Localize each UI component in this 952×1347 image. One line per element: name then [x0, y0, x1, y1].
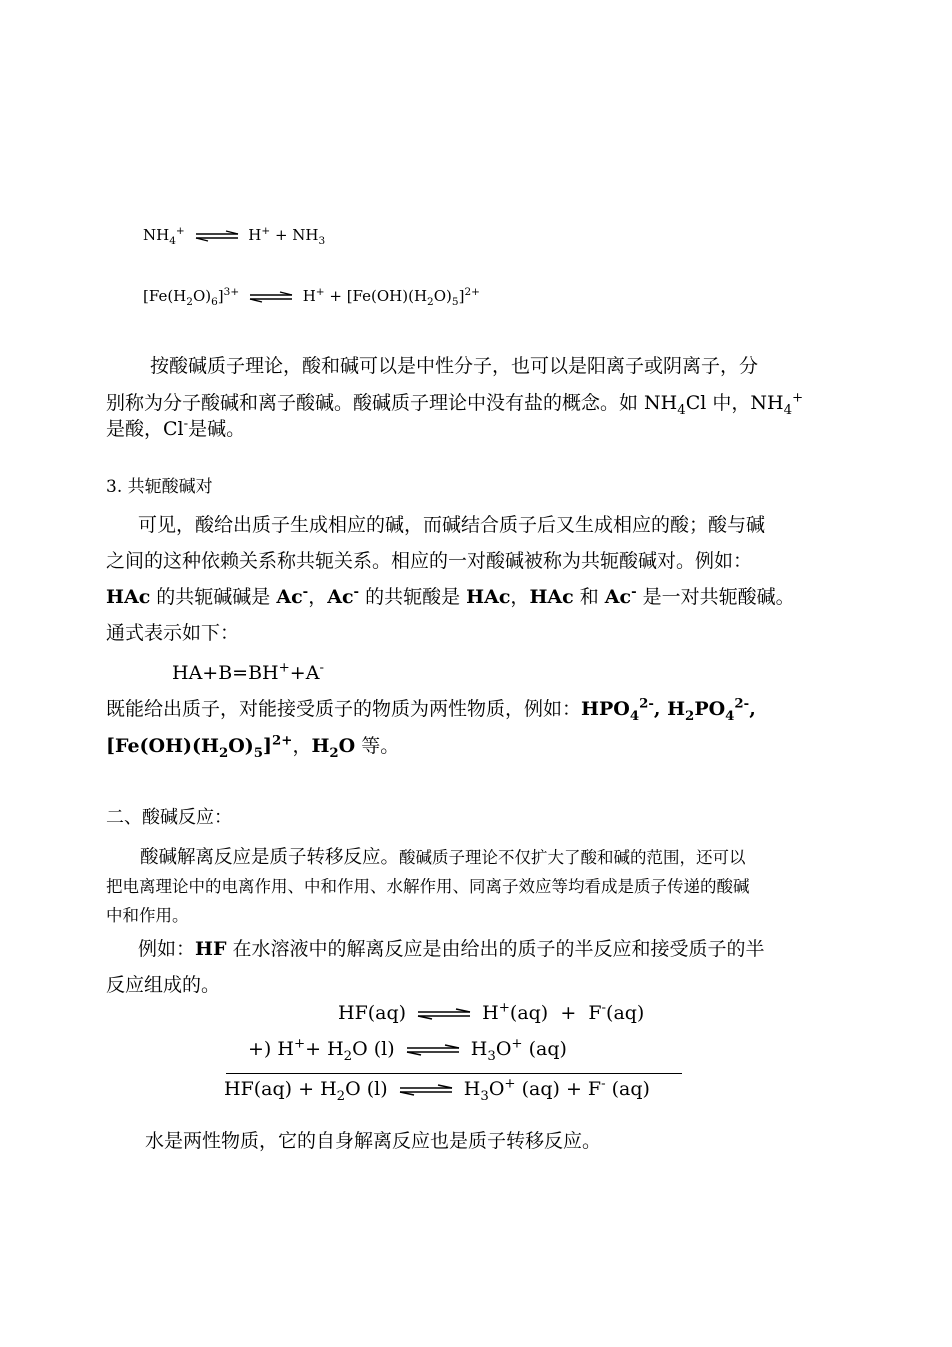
eq-sup: 3+ [223, 286, 240, 298]
paragraph-line: 通式表示如下： [106, 622, 240, 644]
eq-text: H [463, 1078, 481, 1100]
paragraph-line: 中和作用。 [106, 906, 189, 925]
text-span: HAc [106, 586, 151, 608]
eq-text: NH [143, 226, 170, 244]
equilibrium-arrow-icon [248, 291, 294, 303]
paragraph-line [106, 727, 399, 765]
eq-text: + [305, 1038, 322, 1060]
eq-text: + [270, 226, 293, 244]
paragraph-line: 可见，酸给出质子生成相应的碱，而碱结合质子后又生成相应的酸；酸与碱 [138, 514, 766, 536]
eq-text: HF(aq) [338, 1002, 407, 1024]
text-sub: 5 [253, 745, 264, 761]
hf-equation-row-2 [248, 1036, 567, 1064]
equation-sum-line [226, 1073, 682, 1074]
text-span: Ac [276, 586, 303, 608]
eq-sup: + [261, 225, 271, 237]
eq-text: [Fe(H [143, 287, 187, 305]
eq-sup: - [601, 1000, 607, 1016]
eq-text: ] [217, 287, 224, 305]
paragraph-line: 之间的这种依赖关系称共轭关系。相应的一对酸碱被称为共轭酸碱对。例如： [106, 550, 753, 572]
text-span: 是酸，Cl [106, 418, 184, 440]
eq-text: HF(aq) [224, 1078, 293, 1100]
text-span: ， [292, 735, 312, 757]
text-span: ] [263, 735, 273, 757]
eq-sup: + [293, 1036, 306, 1052]
eq-text: + [324, 287, 347, 305]
eq-sup: + [498, 1000, 510, 1016]
eq-sup: + [315, 286, 325, 298]
general-formula [172, 654, 324, 692]
eq-sub: 3 [318, 235, 326, 247]
text-sub: 4 [677, 402, 686, 418]
eq-text: H [470, 1038, 488, 1060]
eq-text: O [488, 1078, 505, 1100]
equilibrium-arrow-icon [416, 1008, 472, 1020]
eq-text: (aq) [605, 1078, 650, 1100]
text-sup: 2- [734, 696, 750, 712]
section-heading: 3. 共轭酸碱对 [106, 477, 213, 497]
eq-text: (aq) [522, 1038, 567, 1060]
paragraph-line [138, 930, 765, 968]
eq-text: [Fe(OH)(H [346, 287, 428, 305]
text-span: O [338, 735, 356, 757]
eq-text: + [560, 1002, 577, 1024]
text-sup: - [183, 416, 189, 432]
text-span: 的共轭碱碱是 [150, 586, 277, 608]
eq-text: H [327, 1038, 344, 1060]
text-sub: 2 [218, 745, 229, 761]
paragraph-line: 把电离理论中的电离作用、中和作用、水解作用、同离子效应等均看成是质子传递的酸碱 [106, 877, 750, 896]
eq-text: (aq) [509, 1002, 549, 1024]
eq-text: O) [192, 287, 212, 305]
eq-sub: 2 [186, 296, 193, 308]
eq-sup: - [601, 1076, 606, 1092]
eq-text: (aq) [606, 1002, 645, 1024]
text-span: 别称为分子酸碱和离子酸碱。酸碱质子理论中没有盐的概念。如 NH [106, 392, 678, 414]
eq-text: + [565, 1078, 582, 1100]
text-span: Cl 中，NH [685, 392, 784, 414]
text-sub: 4 [629, 708, 640, 724]
text-span: 例如： [138, 938, 196, 960]
hf-equation-row-3 [224, 1076, 650, 1104]
eq-sub: 6 [211, 296, 218, 308]
text-span: 酸碱解离反应是质子转移反应。 [140, 847, 400, 868]
text-span: 是一对共轭酸碱。 [636, 586, 795, 608]
eq-text: F [587, 1078, 602, 1100]
text-span: O) [228, 735, 254, 757]
text-sup: 2- [639, 696, 654, 712]
eq-text: O (l) [352, 1038, 395, 1060]
eq-sub: 2 [427, 296, 434, 308]
eq-sub: 5 [451, 296, 459, 308]
text-span: HAc [529, 586, 574, 608]
paragraph-line: 反应组成的。 [106, 974, 221, 996]
text-span: , [749, 698, 756, 720]
text-sup: - [302, 584, 309, 600]
paragraph-line [106, 578, 795, 616]
equilibrium-arrow-icon [405, 1044, 461, 1056]
text-span: Ac [604, 586, 632, 608]
text-sub: 2 [685, 708, 695, 724]
text-sup: 2+ [272, 733, 293, 749]
text-sup: - [631, 584, 637, 600]
text-span: HF [195, 938, 227, 960]
eq-sup: + [511, 1036, 523, 1052]
text-span: HA+B=BH [172, 662, 279, 684]
text-span: 既能给出质子，对能接受质子的物质为两性物质，例如： [106, 698, 582, 720]
equilibrium-arrow-icon [194, 230, 240, 242]
text-span: , [653, 698, 668, 720]
text-sub: 4 [725, 708, 735, 724]
text-sup: - [353, 584, 360, 600]
eq-text: O) [433, 287, 452, 305]
eq-text: (aq) [515, 1078, 560, 1100]
text-sup: + [278, 660, 290, 676]
text-span: 等。 [355, 735, 400, 757]
eq-sub: 3 [480, 1088, 489, 1104]
text-span: +A [289, 662, 320, 684]
text-span: ， [510, 586, 530, 608]
paragraph-line: 按酸碱质子理论，酸和碱可以是中性分子，也可以是阳离子或阴离子，分 [150, 355, 759, 377]
paragraph-line: 水是两性物质，它的自身解离反应也是质子转移反应。 [145, 1130, 602, 1152]
eq-text: H [482, 1002, 499, 1024]
eq-text: O [495, 1038, 512, 1060]
equation-nh4 [143, 225, 326, 247]
eq-sub: 3 [487, 1048, 496, 1064]
text-span: 在水溶液中的解离反应是由给出的质子的半反应和接受质子的半 [226, 938, 765, 960]
text-span: ， [308, 586, 328, 608]
text-span: 和 [573, 586, 605, 608]
text-span: Ac [327, 586, 354, 608]
text-sup: + [792, 390, 804, 406]
text-span: H [667, 698, 686, 720]
eq-text: H [320, 1078, 337, 1100]
text-sub: 2 [329, 745, 339, 761]
eq-sup: + [504, 1076, 516, 1092]
text-sub: 4 [783, 402, 793, 418]
eq-sup: + [175, 225, 185, 237]
text-span: 的共轭酸是 [359, 586, 467, 608]
eq-text: H [277, 1038, 294, 1060]
eq-text: H [302, 287, 316, 305]
text-span: HPO [581, 698, 630, 720]
text-sup: - [319, 660, 324, 676]
eq-text: H [248, 226, 262, 244]
section-heading: 二、酸碱反应： [106, 807, 232, 828]
text-span: [Fe(OH)(H [106, 735, 219, 757]
text-span: PO [694, 698, 726, 720]
eq-text: + [298, 1078, 315, 1100]
eq-text: ] [458, 287, 465, 305]
equation-fe-aqua [143, 286, 480, 308]
paragraph-line [140, 843, 746, 869]
text-span: 是碱。 [188, 418, 246, 440]
eq-text: NH [292, 226, 319, 244]
eq-text: O (l) [345, 1078, 388, 1100]
paragraph-line [106, 410, 245, 448]
paragraph-line [106, 690, 756, 728]
equilibrium-arrow-icon [398, 1084, 454, 1096]
eq-text: F [588, 1002, 602, 1024]
eq-sub: 2 [336, 1088, 346, 1104]
eq-sub: 2 [343, 1048, 353, 1064]
text-span: H [311, 735, 330, 757]
eq-sup: 2+ [464, 286, 480, 298]
hf-equation-row-1 [338, 1002, 644, 1024]
eq-text: +) [248, 1038, 272, 1060]
text-span: HAc [466, 586, 511, 608]
text-span: 酸碱质子理论不仅扩大了酸和碱的范围，还可以 [399, 848, 746, 867]
eq-sub: 4 [169, 235, 176, 247]
